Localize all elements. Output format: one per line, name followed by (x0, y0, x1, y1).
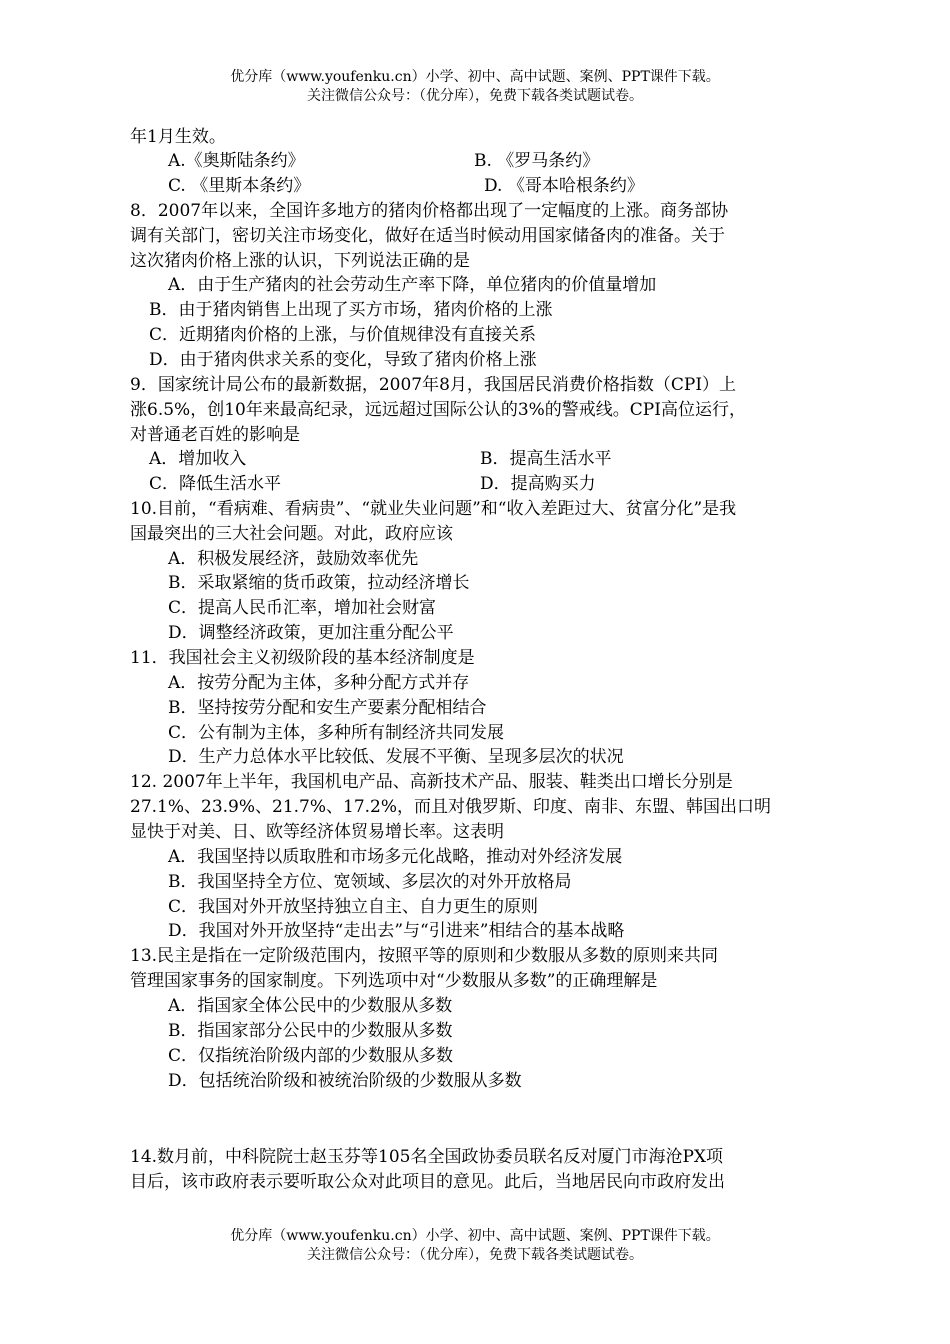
q9-stem-line-3: 对普通老百姓的影响是 (130, 425, 300, 445)
q11-option-c: C．公有制为主体，多种所有制经济共同发展 (168, 723, 505, 743)
q8-option-b: B．由于猪肉销售上出现了买方市场，猪肉价格的上涨 (149, 300, 553, 320)
q12-option-c: C．我国对外开放坚持独立自主、自力更生的原则 (168, 897, 539, 917)
q7-option-a: A.《奥斯陆条约》 (168, 151, 305, 171)
q8-option-d: D．由于猪肉供求关系的变化，导致了猪肉价格上涨 (149, 350, 537, 370)
q12-option-d: D．我国对外开放坚持“走出去”与“引进来”相结合的基本战略 (168, 921, 625, 941)
q7-stem-tail: 年1月生效。 (130, 127, 226, 147)
q9-stem-line-1: 9．国家统计局公布的最新数据，2007年8月，我国居民消费价格指数（CPI）上 (130, 375, 737, 395)
q8-stem-line-2: 调有关部门，密切关注市场变化，做好在适当时候动用国家储备肉的准备。关于 (130, 226, 725, 246)
q11-option-b: B．坚持按劳分配和安生产要素分配相结合 (168, 698, 487, 718)
q8-stem-line-1: 8．2007年以来，全国许多地方的猪肉价格都出现了一定幅度的上涨。商务部协 (130, 201, 729, 221)
q14-stem-line-1: 14.数月前，中科院院士赵玉芬等105名全国政协委员联名反对厦门市海沧PX项 (130, 1147, 724, 1167)
q12-option-a: A．我国坚持以质取胜和市场多元化战略，推动对外经济发展 (168, 847, 623, 867)
footer-line-1: 优分库（www.youfenku.cn）小学、初中、高中试题、案例、PPT课件下载。 (230, 1228, 720, 1244)
q10-option-b: B．采取紧缩的货币政策，拉动经济增长 (168, 573, 470, 593)
q9-option-d: D．提高购买力 (480, 474, 596, 494)
header-line-2: 关注微信公众号：（优分库），免费下载各类试题试卷。 (307, 88, 643, 104)
footer-line-2: 关注微信公众号：（优分库），免费下载各类试题试卷。 (307, 1247, 643, 1263)
q11-option-a: A．按劳分配为主体，多种分配方式并存 (168, 673, 470, 693)
q7-option-c: C. 《里斯本条约》 (168, 176, 311, 196)
q12-stem-line-2: 27.1%、23.9%、21.7%、17.2%，而且对俄罗斯、印度、南非、东盟、韩国出口明 (130, 797, 772, 817)
q9-option-c: C．降低生活水平 (149, 474, 282, 494)
q11-option-d: D．生产力总体水平比较低、发展不平衡、呈现多层次的状况 (168, 747, 624, 767)
q12-option-b: B．我国坚持全方位、宽领域、多层次的对外开放格局 (168, 872, 572, 892)
q8-option-a: A．由于生产猪肉的社会劳动生产率下降，单位猪肉的价值量增加 (168, 275, 657, 295)
q10-stem-line-1: 10.目前，“看病难、看病贵”、“就业失业问题”和“收入差距过大、贫富分化”是我 (130, 499, 737, 519)
q10-option-d: D．调整经济政策，更加注重分配公平 (168, 623, 454, 643)
q13-option-b: B．指国家部分公民中的少数服从多数 (168, 1021, 453, 1041)
q10-option-c: C．提高人民币汇率，增加社会财富 (168, 598, 437, 618)
q13-option-c: C．仅指统治阶级内部的少数服从多数 (168, 1046, 454, 1066)
q10-stem-line-2: 国最突出的三大社会问题。对此，政府应该 (130, 524, 453, 544)
q8-option-c: C．近期猪肉价格的上涨，与价值规律没有直接关系 (149, 325, 537, 345)
q12-stem-line-1: 12. 2007年上半年，我国机电产品、高新技术产品、服装、鞋类出口增长分别是 (130, 772, 733, 792)
q12-stem-line-3: 显快于对美、日、欧等经济体贸易增长率。这表明 (130, 822, 504, 842)
q13-option-a: A．指国家全体公民中的少数服从多数 (168, 996, 453, 1016)
q7-option-d: D. 《哥本哈根条约》 (484, 176, 644, 196)
q13-stem-line-2: 管理国家事务的国家制度。下列选项中对“少数服从多数”的正确理解是 (130, 971, 658, 991)
header-line-1: 优分库（www.youfenku.cn）小学、初中、高中试题、案例、PPT课件下载。 (230, 69, 720, 85)
q13-option-d: D．包括统治阶级和被统治阶级的少数服从多数 (168, 1071, 522, 1091)
q9-option-b: B．提高生活水平 (480, 449, 612, 469)
q9-option-a: A．增加收入 (149, 449, 247, 469)
q7-option-b: B. 《罗马条约》 (474, 151, 600, 171)
q13-stem-line-1: 13.民主是指在一定阶级范围内，按照平等的原则和少数服从多数的原则来共同 (130, 946, 719, 966)
q11-stem-line-1: 11．我国社会主义初级阶段的基本经济制度是 (130, 648, 475, 668)
q14-stem-line-2: 目后，该市政府表示要听取公众对此项目的意见。此后，当地居民向市政府发出 (130, 1172, 725, 1192)
q9-stem-line-2: 涨6.5%，创10年来最高纪录，远远超过国际公认的3%的警戒线。CPI高位运行， (130, 400, 746, 420)
q10-option-a: A．积极发展经济，鼓励效率优先 (168, 549, 419, 569)
q8-stem-line-3: 这次猪肉价格上涨的认识，下列说法正确的是 (130, 251, 470, 271)
